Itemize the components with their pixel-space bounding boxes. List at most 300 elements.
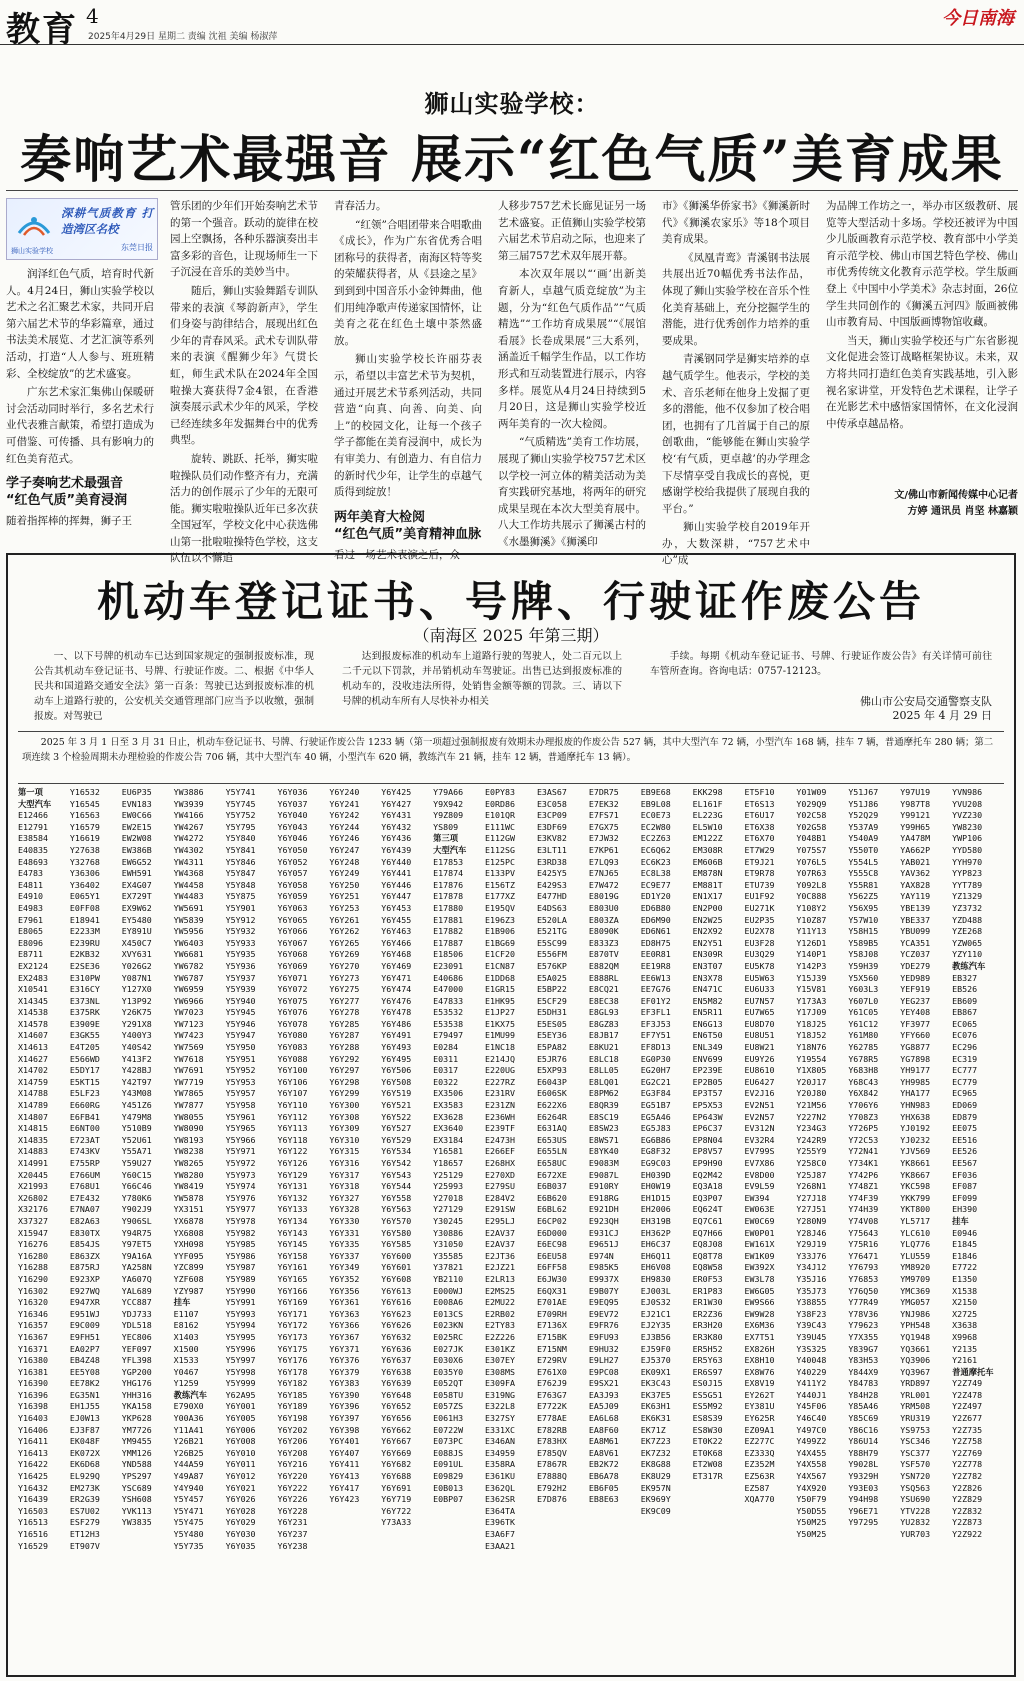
- plate-number: E8WS71: [588, 1134, 619, 1145]
- plate-number: YW8090: [173, 1123, 204, 1134]
- plate-number: Y45F06: [796, 1401, 827, 1412]
- plate-number: E5CF29: [536, 995, 567, 1006]
- plate-number: E9PC08: [588, 1366, 619, 1377]
- plate-number: EA5J09: [588, 1401, 619, 1412]
- plate-number: Y6Y220: [277, 1471, 308, 1482]
- plate-number: Y2Z873: [952, 1517, 983, 1528]
- plate-number: YG8877: [900, 1042, 931, 1053]
- plate-number: YW5956: [173, 926, 204, 937]
- plate-number: E6FF58: [536, 1262, 567, 1273]
- plate-number: E5A025: [536, 972, 567, 983]
- plate-number: E882QM: [588, 960, 619, 971]
- plate-number: YS809: [433, 821, 459, 832]
- plate-number: Y6Y486: [381, 1018, 412, 1029]
- plate-number: Y25993: [433, 1181, 464, 1192]
- plate-number: ET9J21: [744, 856, 775, 867]
- plate-number: Y6Y626: [381, 1320, 412, 1331]
- plate-number: E17853: [433, 856, 464, 867]
- plate-number: EH6V08: [640, 1262, 671, 1273]
- plate-number: XQA770: [744, 1494, 775, 1505]
- plate-number: EW394: [744, 1192, 770, 1203]
- plate-number: YZW065: [952, 937, 983, 948]
- plate-number: E709RH: [536, 1308, 567, 1319]
- plate-number: E8CQ21: [588, 984, 619, 995]
- plate-number: E3KV82: [536, 833, 567, 844]
- plate-number: EK71Z: [640, 1424, 666, 1435]
- plate-number: ETU739: [744, 879, 775, 890]
- plate-column: [641, 787, 688, 1517]
- plate-number: EX8W76: [744, 1366, 775, 1377]
- plate-number: EN3T07: [692, 960, 723, 971]
- plate-number: E4983: [18, 902, 43, 913]
- plate-number: EG3F84: [640, 1088, 671, 1099]
- plate-number: ET6S13: [744, 798, 775, 809]
- plate-number: YH9985: [900, 1076, 931, 1087]
- plate-number: YW5691: [173, 902, 204, 913]
- plate-number: Y6Y134: [277, 1215, 308, 1226]
- plate-number: E125PC: [485, 856, 516, 867]
- plate-number: EW392X: [744, 1262, 775, 1273]
- plate-number: Y076L5: [796, 856, 827, 867]
- plate-number: Y02C58: [796, 810, 827, 821]
- article-paragraph: 青春活力。: [334, 200, 387, 212]
- plate-number: EJ2Y35: [640, 1320, 671, 1331]
- plate-number: E755RP: [69, 1158, 100, 1168]
- plate-number: E307EY: [485, 1355, 516, 1366]
- plate-number: E766UM: [69, 1169, 100, 1180]
- plate-number: YAX828: [900, 879, 931, 890]
- plate-number: E622X6: [536, 1100, 567, 1111]
- plate-number: E3CP09: [536, 810, 567, 821]
- plate-number: Y57W10: [848, 914, 879, 925]
- plate-number: Y5Y973: [225, 1169, 256, 1180]
- plate-number: EW2E15: [121, 821, 152, 832]
- plate-number: Y5Y997: [225, 1355, 256, 1366]
- plate-number: E236WH: [485, 1111, 516, 1122]
- plate-number: E295LJ: [485, 1215, 516, 1226]
- plate-number: Y6Y361: [329, 1297, 360, 1308]
- plate-number: E1CF20: [485, 949, 516, 960]
- plate-number: Y02G58: [796, 821, 827, 832]
- plate-number: Y4X920: [796, 1482, 827, 1493]
- plate-number: YU2832: [900, 1517, 931, 1528]
- plate-column: [589, 787, 636, 1506]
- plate-number: E008A6: [433, 1297, 464, 1308]
- plate-number: EX826H: [744, 1343, 775, 1354]
- plate-number: Y048B1: [796, 833, 827, 844]
- plate-number: Y6Y083: [277, 1042, 308, 1053]
- plate-number: YW4302: [173, 844, 204, 855]
- plate-number: Y58H15: [848, 926, 879, 937]
- plate-number: X14788: [18, 1088, 48, 1099]
- plate-number: EA02P7: [69, 1343, 100, 1354]
- plate-number: Y4Y940: [173, 1482, 204, 1493]
- divider: [6, 190, 1018, 191]
- plate-number: EV312N: [744, 1123, 775, 1134]
- plate-number: Y5Y795: [225, 821, 256, 832]
- plate-number: EH039D: [640, 1169, 671, 1180]
- plate-number: Y5Y971: [225, 1146, 256, 1157]
- plate-number: Y2Z829: [952, 1494, 983, 1505]
- article-paragraph: 《凤凰青鸾》青溪钢书法展共展出近70幅优秀书法作品，体现了狮山实验学校在音乐个性化美育基础上，充分挖掘学生的潜能，进行优秀创作力培养的重要成果。: [662, 251, 810, 347]
- plate-number: YW7569: [173, 1042, 204, 1053]
- plate-number: Y451Z6: [121, 1100, 152, 1111]
- plate-number: EM273K: [69, 1482, 100, 1493]
- plate-number: Y555C8: [848, 868, 879, 879]
- plate-number: EP8V57: [692, 1146, 723, 1157]
- plate-number: X10541: [18, 984, 48, 995]
- plate-number: EL929Q: [69, 1471, 100, 1482]
- plate-number: Y411Y2: [796, 1378, 827, 1389]
- notice-text: 手续。每期《机动车登记证书、号牌、行驶证作废公告》有关详情可前往车管所查询。咨询电话：0757-12123。: [650, 651, 992, 677]
- plate-number: Y6Y508: [381, 1076, 412, 1087]
- plate-number: ER1W30: [692, 1297, 723, 1308]
- plate-number: YSC689: [121, 1482, 152, 1493]
- plate-number: EX8V19: [744, 1378, 775, 1389]
- plate-number: Y6Y172: [277, 1320, 308, 1331]
- plate-number: Y97ET5: [121, 1239, 152, 1250]
- plate-number: EG20H7: [640, 1065, 671, 1076]
- plate-number: Y6Y662: [381, 1424, 412, 1435]
- issue-date: 2025 年 4 月 29 日: [892, 709, 992, 722]
- plate-number: Y25129: [433, 1169, 464, 1180]
- plate-number: EJ0W13: [69, 1413, 100, 1424]
- plate-number: EX3628: [433, 1111, 464, 1122]
- plate-number: E0317: [433, 1065, 459, 1076]
- plate-number: EX729T: [121, 891, 152, 902]
- plate-number: Y227N2: [796, 1111, 827, 1122]
- plate-number: Y734K1: [848, 1158, 879, 1168]
- plate-number: Y6Y667: [381, 1436, 412, 1447]
- plate-number: EV2J16: [744, 1088, 775, 1099]
- plate-number: Y2135: [952, 1343, 978, 1354]
- plate-number: E9B07Y: [588, 1285, 619, 1296]
- plate-number: Y38F23: [796, 1308, 827, 1319]
- newspaper-logo: 今日南海: [942, 8, 1014, 29]
- plate-number: E660RG: [69, 1100, 100, 1111]
- plate-number: Y5Y475: [173, 1517, 204, 1528]
- plate-number: YAY119: [900, 891, 931, 902]
- plate-number: EK7Z32: [640, 1447, 671, 1458]
- plate-number: Y5Y840: [225, 833, 256, 844]
- plate-number: EY381U: [744, 1401, 775, 1412]
- plate-number: E7NA07: [69, 1204, 100, 1215]
- plate-number: Y6Y277: [329, 995, 360, 1006]
- plate-number: Y026G2: [121, 960, 152, 971]
- plate-number: Y76853: [848, 1273, 879, 1284]
- plate-number: Y537A9: [848, 821, 879, 832]
- plate-number: Y5Y982: [225, 1227, 256, 1238]
- plate-number: YX6808: [173, 1227, 204, 1238]
- plate-number: Y2Z677: [952, 1413, 983, 1424]
- plate-number: E3LT11: [536, 844, 567, 855]
- plate-number: Y39C43: [796, 1320, 827, 1331]
- plate-number: E2JT36: [485, 1250, 516, 1261]
- plate-number: ET6X38: [744, 821, 775, 832]
- plate-number: E2MU22: [485, 1297, 516, 1308]
- plate-number: Y780K6: [121, 1192, 152, 1203]
- plate-number: Y94R75: [121, 1227, 152, 1238]
- plate-number: EH0W19: [640, 1181, 671, 1192]
- notice-paragraph: [34, 649, 314, 724]
- plate-number: E7EK32: [588, 798, 619, 809]
- plate-number: Y5Y847: [225, 868, 256, 879]
- plate-number: Y62785: [848, 1042, 879, 1053]
- plate-number: Y6Y026: [225, 1494, 256, 1505]
- plate-number: E17874: [433, 868, 464, 879]
- plate-number: EB9L08: [640, 798, 671, 809]
- plate-number: YLQ776: [900, 1239, 931, 1250]
- plate-number: Y6Y216: [277, 1459, 308, 1470]
- plate-number: Y36306: [69, 868, 100, 879]
- plate-number: Y85A46: [848, 1401, 879, 1412]
- plate-number: Y902J9: [121, 1204, 152, 1215]
- plate-number: EB9E68: [640, 787, 671, 797]
- plate-number: YSC346: [900, 1436, 931, 1447]
- plate-number: Y6Y008: [225, 1436, 256, 1447]
- plate-number: E133PV: [485, 868, 516, 879]
- plate-number: Y708Z3: [848, 1111, 879, 1122]
- plate-number: Y6Y352: [329, 1273, 360, 1284]
- plate-number: EF3FL1: [640, 1007, 671, 1018]
- plate-number: E8LC18: [588, 1053, 619, 1064]
- plate-number: Y6Y570: [381, 1215, 412, 1226]
- plate-column: [277, 787, 324, 1552]
- plate-number: Y2Z826: [952, 1482, 983, 1493]
- plate-number: YEC806: [121, 1331, 152, 1342]
- plate-number: YFL398: [121, 1355, 152, 1366]
- plate-number: EU7N57: [744, 995, 775, 1006]
- plate-number: Y6Y425: [381, 787, 412, 797]
- plate-number: YZY987: [173, 1285, 204, 1296]
- plate-number: E8SC19: [588, 1111, 619, 1122]
- plate-number: Y906SL: [121, 1215, 152, 1226]
- plate-number: Y10Z87: [796, 914, 827, 925]
- plate-number: EN3X78: [692, 972, 723, 983]
- plate-number: Y6Y011: [225, 1459, 256, 1470]
- plate-number: EW386B: [121, 844, 152, 855]
- plate-number: Y6Y585: [381, 1239, 412, 1250]
- plate-number: EK8U29: [640, 1471, 671, 1482]
- plate-number: ET5F10: [744, 787, 775, 797]
- plate-number: X14835: [18, 1134, 48, 1145]
- plate-number: Y16290: [18, 1273, 48, 1284]
- plate-number: YH9177: [900, 1065, 931, 1076]
- plate-number: Y5Y993: [225, 1308, 256, 1319]
- plate-number: EY262T: [744, 1389, 775, 1400]
- plate-number: Y6Y066: [277, 926, 308, 937]
- plate-number: Y6Y241: [329, 798, 360, 809]
- article-kicker: 狮山实验学校：: [424, 90, 600, 118]
- plate-number: EF099: [952, 1192, 978, 1203]
- plate-number: Y6Y231: [277, 1517, 308, 1528]
- plate-number: E743KV: [69, 1146, 100, 1157]
- plate-number: YW3939: [173, 798, 204, 809]
- plate-number: E38584: [18, 833, 48, 844]
- plate-number: EN5R11: [692, 1007, 723, 1018]
- plate-number: Y15V81: [796, 984, 827, 995]
- plate-number: E888RL: [588, 972, 619, 983]
- plate-number: E8711: [18, 949, 43, 960]
- plate-number: Y142P3: [796, 960, 827, 971]
- plate-number: Y16346: [18, 1308, 48, 1319]
- plate-number: E1107: [173, 1308, 199, 1319]
- article-column: [662, 198, 810, 567]
- plate-number: Y6Y253: [329, 902, 360, 913]
- plate-number: EU8610: [744, 1065, 775, 1076]
- plate-number: Y40229: [796, 1366, 827, 1377]
- plate-number: Y127X0: [121, 984, 152, 995]
- plate-number: X14789: [18, 1100, 48, 1111]
- plate-number: Y85C69: [848, 1413, 879, 1424]
- plate-number: E112SG: [485, 844, 516, 855]
- plate-number: ES5M92: [692, 1401, 723, 1412]
- plate-number: Y77R49: [848, 1297, 879, 1308]
- plate-number: ER2G39: [69, 1494, 100, 1505]
- plate-number: E6NT00: [69, 1123, 100, 1134]
- plate-number: YW6681: [173, 949, 204, 960]
- plate-number: Y27129: [433, 1204, 464, 1215]
- plate-number: YYD580: [952, 844, 983, 855]
- plate-number: Y16411: [18, 1436, 48, 1447]
- plate-number: Y510B9: [121, 1123, 152, 1134]
- plate-number: E985K5: [588, 1262, 619, 1273]
- plate-column: [745, 787, 792, 1506]
- plate-number: E5LF23: [69, 1088, 100, 1099]
- plate-number: EE6W13: [640, 972, 671, 983]
- plate-number: YW7865: [173, 1088, 204, 1099]
- plate-number: Y16516: [18, 1529, 48, 1539]
- plate-number: Y5Y986: [225, 1250, 256, 1261]
- plate-number: Y6Y613: [381, 1285, 412, 1296]
- plate-number: Y16563: [69, 810, 100, 821]
- plate-number: Y78V36: [848, 1308, 879, 1319]
- plate-number: E270XD: [485, 1169, 516, 1180]
- plate-column: [433, 787, 480, 1506]
- plate-number: E12791: [18, 821, 48, 832]
- plate-number: Y6Y161: [277, 1262, 308, 1273]
- plate-number: Y40048: [796, 1355, 827, 1366]
- plate-number: EY891U: [121, 926, 152, 937]
- plate-number: EU5W63: [744, 972, 775, 983]
- plate-number: Y16398: [18, 1401, 48, 1412]
- plate-number: E875RJ: [69, 1262, 100, 1273]
- plate-number: Y6Y468: [381, 949, 412, 960]
- subheading-line: “红色气质”美育浸润: [6, 493, 128, 509]
- plate-number: EV2N57: [744, 1111, 775, 1122]
- plate-number: Y2Z778: [952, 1459, 983, 1470]
- plate-number: Y6Y682: [381, 1459, 412, 1470]
- plate-number: ES5G51: [692, 1389, 723, 1400]
- plate-number: Y16425: [18, 1471, 48, 1482]
- plate-number: YAB021: [900, 856, 931, 867]
- plate-number: E310PW: [69, 972, 100, 983]
- plate-number: EQ7H66: [692, 1227, 723, 1238]
- plate-number: E8PM62: [588, 1088, 619, 1099]
- plate-number: E231ZN: [485, 1100, 516, 1111]
- plate-number: Y6Y043: [277, 821, 308, 832]
- plate-number: E8GZ83: [588, 1018, 619, 1029]
- plate-number: E5DY17: [69, 1065, 100, 1076]
- plate-number: Y1X805: [796, 1065, 827, 1076]
- article-paragraph: 润泽红色气质，培育时代新人。4月24日，狮山实验学校以艺术之名汇聚艺术家，共同开启第六届艺术节的华彩篇章，通过书法美术展览、才艺汇演等系列活动，打造“人人参与、班班精彩、全校绽放”的艺术盛宴。: [6, 268, 154, 380]
- plate-number: Y6Y078: [277, 1018, 308, 1029]
- plate-number: YFY660: [900, 1030, 931, 1041]
- plate-number: Y5Y989: [225, 1273, 256, 1284]
- plate-number: E8JB17: [588, 1030, 619, 1041]
- plate-number: E322L8: [485, 1401, 516, 1412]
- plate-number: Y497C0: [796, 1424, 827, 1435]
- plate-column: [485, 787, 532, 1552]
- plate-number: Y5Y939: [225, 984, 256, 995]
- plate-number: Y26B25: [173, 1447, 204, 1458]
- plate-number: YZ3732: [952, 902, 983, 913]
- plate-number: EC6K23: [640, 856, 671, 867]
- notice-paragraph: [650, 649, 992, 679]
- plate-column: [122, 787, 169, 1529]
- plate-number: ED1Y20: [640, 891, 671, 902]
- plate-number: E7961: [18, 914, 43, 925]
- plate-number: Y9Z809: [433, 810, 464, 821]
- plate-number: E2SE36: [69, 960, 100, 971]
- plate-number: Y16320: [18, 1297, 48, 1308]
- plate-number: EJ59F0: [640, 1343, 671, 1354]
- plate-number: E8SW23: [588, 1123, 619, 1134]
- plate-number: Y75R16: [848, 1239, 879, 1250]
- plate-number: Y5Y945: [225, 1007, 256, 1018]
- plate-number: EG6B86: [640, 1134, 671, 1145]
- plate-number: E3A6F7: [485, 1529, 516, 1539]
- plate-number: Y6Y065: [277, 914, 308, 925]
- plate-number: Y5Y950: [225, 1042, 256, 1053]
- plate-number: Y16288: [18, 1262, 48, 1273]
- plate-number: EX3640: [433, 1123, 464, 1134]
- plate-number: Y21M56: [796, 1100, 827, 1111]
- plate-number: EC296: [952, 1042, 978, 1053]
- plate-number: Y5Y912: [225, 914, 256, 925]
- plate-number: E195QV: [485, 902, 516, 913]
- plate-number: Y15J39: [796, 972, 827, 983]
- plate-number: EU2P35: [744, 914, 775, 925]
- plate-number: ED069: [952, 1100, 978, 1111]
- plate-number: E653US: [536, 1134, 567, 1145]
- article-paragraph: 人移步757艺术长廊见证另一场艺术盛宴。正值狮山实验学校第六届艺术节启动之际，也迎来了第三届757艺术双年展开幕。: [498, 200, 646, 262]
- plate-number: Y61M80: [848, 1030, 879, 1041]
- plate-number: Y6Y366: [329, 1320, 360, 1331]
- plate-number: Y6Y292: [329, 1053, 360, 1064]
- plate-number: Y140P1: [796, 949, 827, 960]
- plate-number: Y74V08: [848, 1215, 879, 1226]
- plate-number: Y16403: [18, 1413, 48, 1424]
- plate-number: E6JW30: [536, 1273, 567, 1284]
- plate-number: EN5M82: [692, 995, 723, 1006]
- plate-number: E768U1: [69, 1181, 100, 1192]
- plate-number: ET0K22: [692, 1436, 723, 1447]
- plate-number: Y52Q29: [848, 810, 879, 821]
- plate-number: Y5Y741: [225, 787, 256, 797]
- plate-number: Y83H53: [848, 1355, 879, 1366]
- plate-number: Y6Y058: [277, 879, 308, 890]
- plate-number: EX7T51: [744, 1331, 775, 1342]
- plate-number: EWH591: [121, 868, 152, 879]
- plate-number: Y19554: [796, 1053, 827, 1064]
- plate-number: E2KB32: [69, 949, 100, 960]
- plate-number: EV7X86: [744, 1158, 775, 1168]
- plate-number: E5BP22: [536, 984, 567, 995]
- plate-number: EJ5370: [640, 1355, 671, 1366]
- plate-number: E279SU: [485, 1181, 516, 1192]
- plate-number: EVN183: [121, 798, 152, 809]
